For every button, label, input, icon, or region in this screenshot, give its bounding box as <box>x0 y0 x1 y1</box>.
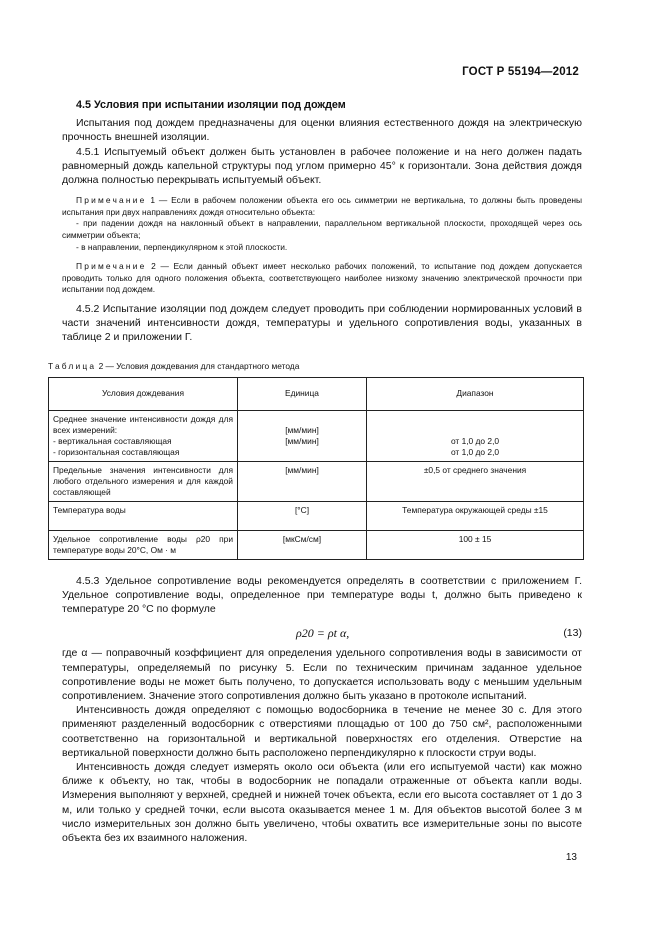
table-cell: Удельное сопротивление воды ρ20 при температуре воды 20°С, Ом · м <box>49 530 238 559</box>
paragraph-where: где α — поправочный коэффициент для определения удельного сопротивления воды в зависимости от температуры, определяемый по рисунку 5. Если по техническим причинам заданное удельное сопротивление воды не может быть получено, то допускается использовать воду с меньшим удельным сопротивлением. Значение этого сопротивления должно быть указано в протоколе испытаний. <box>62 647 582 702</box>
paragraph-intro: Испытания под дождем предназначены для оценки влияния естественного дождя на электрическую прочность внешней изоляции. <box>62 117 582 144</box>
column-header: Единица <box>238 377 367 410</box>
table-row <box>49 410 584 461</box>
note-2 <box>62 261 582 296</box>
table-cell: [мм/мин] [мм/мин] <box>238 410 367 461</box>
note-item: - в направлении, перпендикулярном к этой плоскости. <box>76 241 288 252</box>
paragraph-measurement: Интенсивность дождя следует измерять около оси объекта (или его испытуемой части) как можно ближе к объекту, но так, чтобы в водосборник не попадали отраженные от объекта капли воды. Измерения выполняют у верхней, средней и нижней точек объекта, если его высота составляет от 1 до 3 м, или только у средней точки, если высота оказывается менее 1 м. Для объектов высотой более 3 м число измерительных зон должно быть увеличено, чтобы охватить все измерительные зоны по высоте объекта без их взаимного наложения. <box>62 761 582 845</box>
table-cell: Среднее значение интенсивности дождя для всех измерений: - вертикальная составляющая - горизонтальная составляющая <box>49 410 238 461</box>
table-cell: Предельные значения интенсивности для любого отдельного измерения и для каждой составляющей <box>49 461 238 501</box>
table-row <box>49 461 584 501</box>
table-cell: 100 ± 15 <box>367 530 584 559</box>
column-header: Условия дождевания <box>49 377 238 410</box>
table-row <box>49 530 584 559</box>
note-item: - при падении дождя на наклонный объект в направлении, параллельном вертикальной плоскости, проходящей через ось симметрии объекта; <box>62 218 582 240</box>
note-text: 2 — Если данный объект имеет несколько рабочих положений, то испытание под дождем допускается проводить только для одного положения объекта, соответствующего наиболее низкому значению электрической прочности при испытании под дождем. <box>62 261 582 295</box>
formula-number: (13) <box>563 627 582 640</box>
note-1 <box>62 195 582 253</box>
document-id: ГОСТ Р 55194—2012 <box>462 66 579 78</box>
paragraph-4-5-3: 4.5.3 Удельное сопротивление воды рекомендуется определять в соответствии с приложением Г. Удельное сопротивление воды, определенное при температуре воды t, должно быть приведено к температуре 20 °С по формуле <box>62 574 582 616</box>
table-caption-label: Таблица <box>48 360 97 371</box>
table-caption-text: 2 — Условия дождевания для стандартного метода <box>96 360 300 371</box>
table-cell: Температура воды <box>49 501 238 530</box>
formula-expression: ρ20 = ρt α, <box>296 626 350 641</box>
formula-13 <box>62 622 582 646</box>
paragraph-4-5-1: 4.5.1 Испытуемый объект должен быть установлен в рабочее положение и на него должен падать равномерный дождь капельной структуры под углом примерно 45° к горизонтали. Зона действия дождя должна полностью перекрывать испытуемый объект. <box>62 145 582 187</box>
table-header-row <box>49 377 584 410</box>
page-number: 13 <box>565 852 577 863</box>
note-text: 1 — Если в рабочем положении объекта его ось симметрии не вертикальна, то должны быть проведены испытания при двух направлениях дождя относительно объекта: <box>62 195 582 217</box>
table-cell: [мкСм/см] <box>238 530 367 559</box>
note-label: Примечание <box>76 261 147 272</box>
table-cell: [°С] <box>238 501 367 530</box>
paragraph-4-5-2: 4.5.2 Испытание изоляции под дождем следует проводить при соблюдении нормированных условий в части значений интенсивности дождя, температуры и удельного сопротивления воды, указанных в таблице 2 и приложении Г. <box>62 302 582 344</box>
table-row <box>49 501 584 530</box>
paragraph-intensity: Интенсивность дождя определяют с помощью водосборника в течение не менее 30 с. Для этого применяют разделенный водосборник с отверстиями площадью от 100 до 750 см², расположенными соответственно на горизонтальной и вертикальной поверхностях его отделения. Отверстие на вертикальной поверхности должно быть расположено перпендикулярно к плоскости струи воды. <box>62 704 582 759</box>
table-cell: ±0,5 от среднего значения <box>367 461 584 501</box>
rain-conditions-table <box>48 377 584 560</box>
section-title: 4.5 Условия при испытании изоляции под дождем <box>76 99 346 111</box>
column-header: Диапазон <box>367 377 584 410</box>
table-cell: Температура окружающей среды ±15 <box>367 501 584 530</box>
table-caption <box>48 359 582 373</box>
table-cell: [мм/мин] <box>238 461 367 501</box>
note-label: Примечание <box>76 195 147 206</box>
table-cell: от 1,0 до 2,0 от 1,0 до 2,0 <box>367 410 584 461</box>
page-content <box>48 98 582 845</box>
